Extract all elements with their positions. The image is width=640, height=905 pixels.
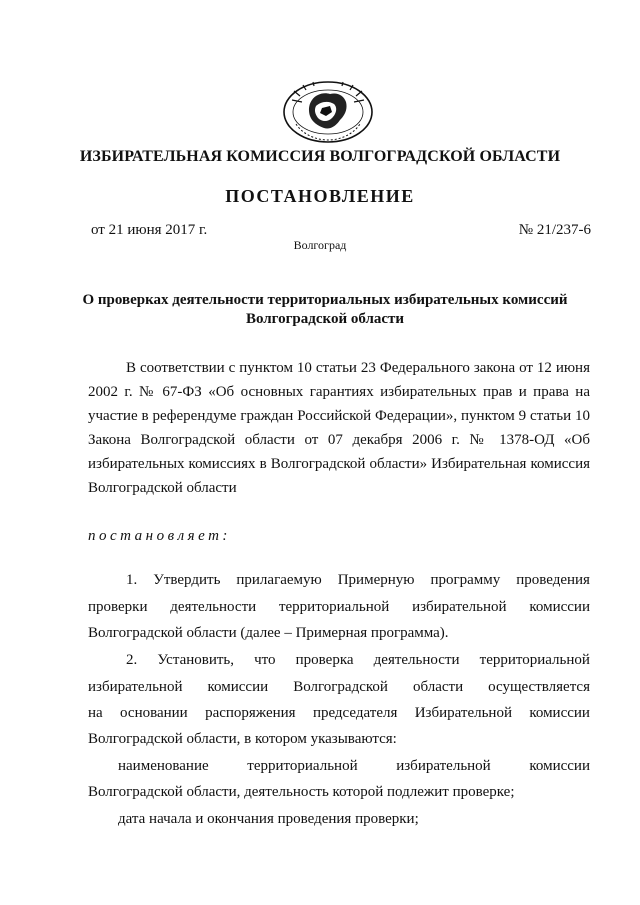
item-2-line <box>88 675 590 699</box>
item-1-line <box>126 568 590 592</box>
commission-seal-icon <box>282 80 374 144</box>
document-subject <box>80 291 570 329</box>
word: деятельности <box>373 652 460 668</box>
item-2-line: Волгоградской области, в котором указываются: <box>88 731 397 747</box>
word: проверка <box>295 652 354 668</box>
word: на <box>88 705 103 721</box>
word: избирательной <box>412 599 507 615</box>
word: Примерную <box>337 572 415 588</box>
word: избирательной <box>396 758 491 774</box>
word: председателя <box>312 705 398 721</box>
word: территориальной <box>247 758 358 774</box>
word: Установить, <box>157 652 235 668</box>
word: комиссии <box>529 705 590 721</box>
word: комиссии <box>529 599 590 615</box>
word: осуществляется <box>488 679 590 695</box>
subject-line: Волгоградской области <box>245 311 405 327</box>
subject-line: О проверках деятельности территориальных избирательных комиссий <box>82 292 568 308</box>
document-city: Волгоград <box>293 238 347 252</box>
word: прилагаемую <box>236 572 322 588</box>
word: программу <box>430 572 501 588</box>
item-2-line <box>88 701 590 725</box>
word: наименование <box>118 758 209 774</box>
organization-title: ИЗБИРАТЕЛЬНАЯ КОМИССИЯ ВОЛГОГРАДСКОЙ ОБЛАСТИ <box>79 148 561 165</box>
document-number: № 21/237-6 <box>518 222 591 238</box>
word: избирательной <box>88 679 183 695</box>
list-item-line <box>118 754 590 778</box>
document-type: ПОСТАНОВЛЕНИЕ <box>225 186 415 206</box>
word: территориальной <box>278 599 390 615</box>
word: области <box>412 679 464 695</box>
list-item-line: Волгоградской области, деятельность которой подлежит проверке; <box>88 784 515 800</box>
item-1-line <box>88 595 590 619</box>
item-1-line: Волгоградской области (далее – Примерная программа). <box>88 625 449 641</box>
word: проверки <box>88 599 148 615</box>
word: Утвердить <box>153 572 221 588</box>
word: деятельности <box>170 599 257 615</box>
preamble-paragraph: В соответствии с пунктом 10 статьи 23 Федерального закона от 12 июня 2002 г. № 67-ФЗ «Об основных гарантиях избирательных прав и права на участие в референдуме граждан Российской Федерации», пунктом 9 статьи 10 Закона Волгоградской области от 07 декабря 2006 г. № 1378-ОД «Об избирательных комиссиях в Волгоградской области» Избирательная комиссия Волгоградской области <box>88 360 590 496</box>
word: основании <box>120 705 188 721</box>
word: что <box>254 652 276 668</box>
word: Избирательной <box>414 705 512 721</box>
word: комиссии <box>529 758 590 774</box>
word: 1. <box>126 572 138 588</box>
word: комиссии <box>207 679 269 695</box>
word: проведения <box>516 572 590 588</box>
word: Волгоградской <box>293 679 388 695</box>
item-2-line <box>126 648 590 672</box>
decree-word: постановляет: <box>88 528 231 544</box>
list-item: дата начала и окончания проведения проверки; <box>118 811 419 827</box>
document-date: от 21 июня 2017 г. <box>91 222 208 238</box>
word: 2. <box>126 652 138 668</box>
word: распоряжения <box>205 705 296 721</box>
word: территориальной <box>479 652 590 668</box>
